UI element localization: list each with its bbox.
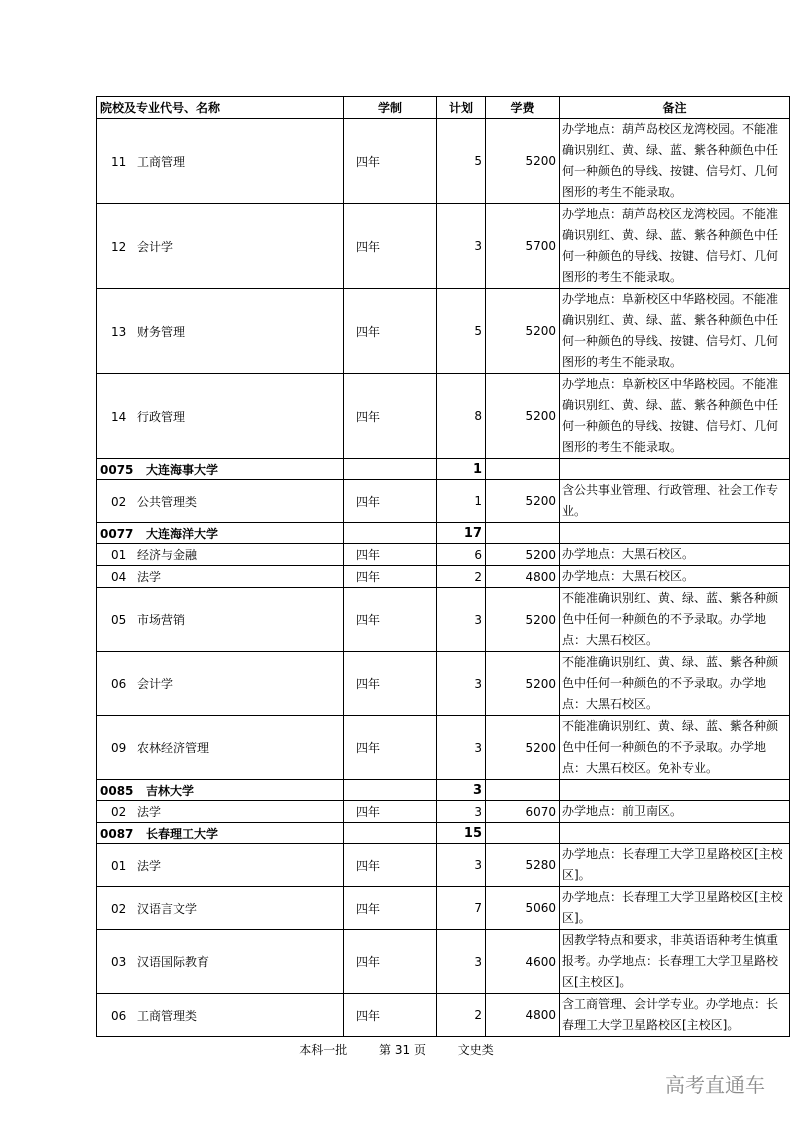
major-code: 02 (111, 494, 127, 509)
empty-cell (560, 823, 790, 844)
major-row (97, 801, 790, 823)
major-row (97, 844, 790, 887)
major-name: 工商管理类 (137, 1008, 198, 1023)
university-row (97, 823, 790, 844)
major-row (97, 994, 790, 1037)
major-plan: 3 (437, 716, 486, 780)
major-name-cell (97, 374, 344, 459)
university-row (97, 523, 790, 544)
major-note: 办学地点：长春理工大学卫星路校区[主校区]。 (560, 844, 790, 887)
empty-cell (486, 823, 560, 844)
major-row (97, 119, 790, 204)
major-name: 农林经济管理 (137, 741, 210, 755)
major-row (97, 652, 790, 716)
header-plan: 计划 (437, 97, 486, 119)
major-name-cell (97, 887, 344, 930)
major-duration: 四年 (344, 930, 437, 994)
major-row (97, 887, 790, 930)
major-duration: 四年 (344, 844, 437, 887)
major-note: 不能准确识别红、黄、绿、蓝、紫各种颜色中任何一种颜色的不予录取。办学地点：大黑石校区。 (560, 588, 790, 652)
university-code: 0087 (100, 826, 134, 841)
university-code: 0077 (100, 526, 134, 541)
major-plan: 8 (437, 374, 486, 459)
major-row (97, 480, 790, 523)
major-name-cell (97, 652, 344, 716)
major-duration: 四年 (344, 374, 437, 459)
major-name-cell (97, 119, 344, 204)
major-code: 03 (111, 955, 127, 969)
major-name-cell (97, 994, 344, 1037)
major-name: 会计学 (137, 677, 174, 691)
empty-cell (344, 459, 437, 480)
major-name-cell (97, 544, 344, 566)
major-tuition: 5200 (486, 374, 560, 459)
major-row (97, 930, 790, 994)
major-note: 含工商管理、会计学专业。办学地点：长春理工大学卫星路校区[主校区]。 (560, 994, 790, 1037)
major-name-cell (97, 480, 344, 523)
major-code: 02 (111, 805, 127, 819)
major-code: 04 (111, 570, 127, 584)
major-code: 02 (111, 901, 127, 916)
major-code: 14 (111, 409, 127, 424)
major-note: 因教学特点和要求，非英语语种考生慎重报考。办学地点：长春理工大学卫星路校区[主校区]。 (560, 930, 790, 994)
empty-cell (560, 459, 790, 480)
major-duration: 四年 (344, 566, 437, 588)
university-plan-total: 17 (437, 523, 486, 544)
major-note: 办学地点：大黑石校区。 (560, 544, 790, 566)
major-plan: 2 (437, 566, 486, 588)
empty-cell (560, 780, 790, 801)
major-name-cell (97, 801, 344, 823)
major-duration: 四年 (344, 544, 437, 566)
major-plan: 3 (437, 652, 486, 716)
major-name: 行政管理 (137, 409, 186, 424)
empty-cell (560, 523, 790, 544)
admission-plan-table (96, 96, 790, 1037)
header-duration: 学制 (344, 97, 437, 119)
major-plan: 3 (437, 930, 486, 994)
major-plan: 3 (437, 204, 486, 289)
university-row (97, 459, 790, 480)
major-note: 办学地点：长春理工大学卫星路校区[主校区]。 (560, 887, 790, 930)
page-footer (0, 1041, 793, 1058)
major-plan: 3 (437, 801, 486, 823)
major-tuition: 5200 (486, 480, 560, 523)
major-row (97, 289, 790, 374)
major-code: 05 (111, 613, 127, 627)
major-tuition: 5060 (486, 887, 560, 930)
major-tuition: 5200 (486, 119, 560, 204)
university-plan-total: 15 (437, 823, 486, 844)
table-body (97, 119, 790, 1037)
major-duration: 四年 (344, 480, 437, 523)
university-plan-total: 3 (437, 780, 486, 801)
major-name: 法学 (137, 570, 162, 584)
major-tuition: 4800 (486, 566, 560, 588)
major-tuition: 6070 (486, 801, 560, 823)
major-code: 06 (111, 1008, 127, 1023)
major-note: 不能准确识别红、黄、绿、蓝、紫各种颜色中任何一种颜色的不予录取。办学地点：大黑石校区。免补专业。 (560, 716, 790, 780)
major-plan: 6 (437, 544, 486, 566)
major-tuition: 5200 (486, 588, 560, 652)
major-note: 办学地点：阜新校区中华路校园。不能准确识别红、黄、绿、蓝、紫各种颜色中任何一种颜色的导线、按键、信号灯、几何图形的考生不能录取。 (560, 289, 790, 374)
major-duration: 四年 (344, 801, 437, 823)
watermark: 高考直通车 (665, 1073, 765, 1097)
major-code: 06 (111, 677, 127, 691)
major-tuition: 5700 (486, 204, 560, 289)
major-duration: 四年 (344, 204, 437, 289)
major-duration: 四年 (344, 588, 437, 652)
empty-cell (486, 523, 560, 544)
major-name: 汉语言文学 (137, 901, 198, 916)
major-tuition: 5200 (486, 716, 560, 780)
major-duration: 四年 (344, 716, 437, 780)
major-name-cell (97, 930, 344, 994)
major-duration: 四年 (344, 887, 437, 930)
major-tuition: 5200 (486, 289, 560, 374)
major-plan: 3 (437, 844, 486, 887)
major-duration: 四年 (344, 652, 437, 716)
major-name: 会计学 (137, 239, 174, 254)
major-plan: 2 (437, 994, 486, 1037)
major-plan: 1 (437, 480, 486, 523)
major-row (97, 374, 790, 459)
major-duration: 四年 (344, 994, 437, 1037)
major-note: 办学地点：葫芦岛校区龙湾校园。不能准确识别红、黄、绿、蓝、紫各种颜色中任何一种颜色的导线、按键、信号灯、几何图形的考生不能录取。 (560, 204, 790, 289)
major-duration: 四年 (344, 119, 437, 204)
empty-cell (344, 523, 437, 544)
major-note: 办学地点：大黑石校区。 (560, 566, 790, 588)
major-code: 11 (111, 154, 127, 169)
major-row (97, 588, 790, 652)
major-name: 财务管理 (137, 324, 186, 339)
university-name (97, 459, 344, 480)
major-name: 市场营销 (137, 613, 186, 627)
empty-cell (486, 459, 560, 480)
major-note: 办学地点：葫芦岛校区龙湾校园。不能准确识别红、黄、绿、蓝、紫各种颜色中任何一种颜色的导线、按键、信号灯、几何图形的考生不能录取。 (560, 119, 790, 204)
university-title: 吉林大学 (145, 783, 194, 798)
header-note: 备注 (560, 97, 790, 119)
major-tuition: 5200 (486, 652, 560, 716)
major-note: 办学地点：前卫南区。 (560, 801, 790, 823)
major-plan: 3 (437, 588, 486, 652)
major-name-cell (97, 588, 344, 652)
major-name-cell (97, 289, 344, 374)
major-note: 不能准确识别红、黄、绿、蓝、紫各种颜色中任何一种颜色的不予录取。办学地点：大黑石校区。 (560, 652, 790, 716)
header-name: 院校及专业代号、名称 (97, 97, 344, 119)
major-note: 办学地点：阜新校区中华路校园。不能准确识别红、黄、绿、蓝、紫各种颜色中任何一种颜色的导线、按键、信号灯、几何图形的考生不能录取。 (560, 374, 790, 459)
major-name: 公共管理类 (137, 494, 198, 509)
major-name-cell (97, 716, 344, 780)
university-name (97, 523, 344, 544)
major-name: 经济与金融 (137, 548, 198, 562)
table-header-row (97, 97, 790, 119)
university-title: 长春理工大学 (145, 826, 218, 841)
major-name: 法学 (137, 858, 162, 873)
header-tuition: 学费 (486, 97, 560, 119)
major-tuition: 5280 (486, 844, 560, 887)
major-row (97, 716, 790, 780)
footer-category: 文史类 (457, 1043, 494, 1057)
university-code: 0085 (100, 783, 134, 798)
major-code: 12 (111, 239, 127, 254)
empty-cell (486, 780, 560, 801)
footer-page: 第 31 页 (379, 1043, 426, 1057)
major-name: 法学 (137, 805, 162, 819)
empty-cell (344, 780, 437, 801)
major-name-cell (97, 204, 344, 289)
major-plan: 7 (437, 887, 486, 930)
university-row (97, 780, 790, 801)
university-title: 大连海洋大学 (145, 526, 218, 541)
major-name-cell (97, 566, 344, 588)
university-plan-total: 1 (437, 459, 486, 480)
major-name: 汉语国际教育 (137, 955, 210, 969)
major-row (97, 204, 790, 289)
major-plan: 5 (437, 119, 486, 204)
major-name: 工商管理 (137, 154, 186, 169)
major-plan: 5 (437, 289, 486, 374)
major-row (97, 566, 790, 588)
major-tuition: 4800 (486, 994, 560, 1037)
major-tuition: 4600 (486, 930, 560, 994)
major-code: 09 (111, 741, 127, 755)
major-code: 01 (111, 548, 127, 562)
major-code: 13 (111, 324, 127, 339)
major-name-cell (97, 844, 344, 887)
major-row (97, 544, 790, 566)
university-title: 大连海事大学 (145, 462, 218, 477)
major-duration: 四年 (344, 289, 437, 374)
university-code: 0075 (100, 462, 134, 477)
major-tuition: 5200 (486, 544, 560, 566)
major-note: 含公共事业管理、行政管理、社会工作专业。 (560, 480, 790, 523)
university-name (97, 780, 344, 801)
footer-batch: 本科一批 (299, 1043, 348, 1057)
university-name (97, 823, 344, 844)
major-code: 01 (111, 858, 127, 873)
empty-cell (344, 823, 437, 844)
